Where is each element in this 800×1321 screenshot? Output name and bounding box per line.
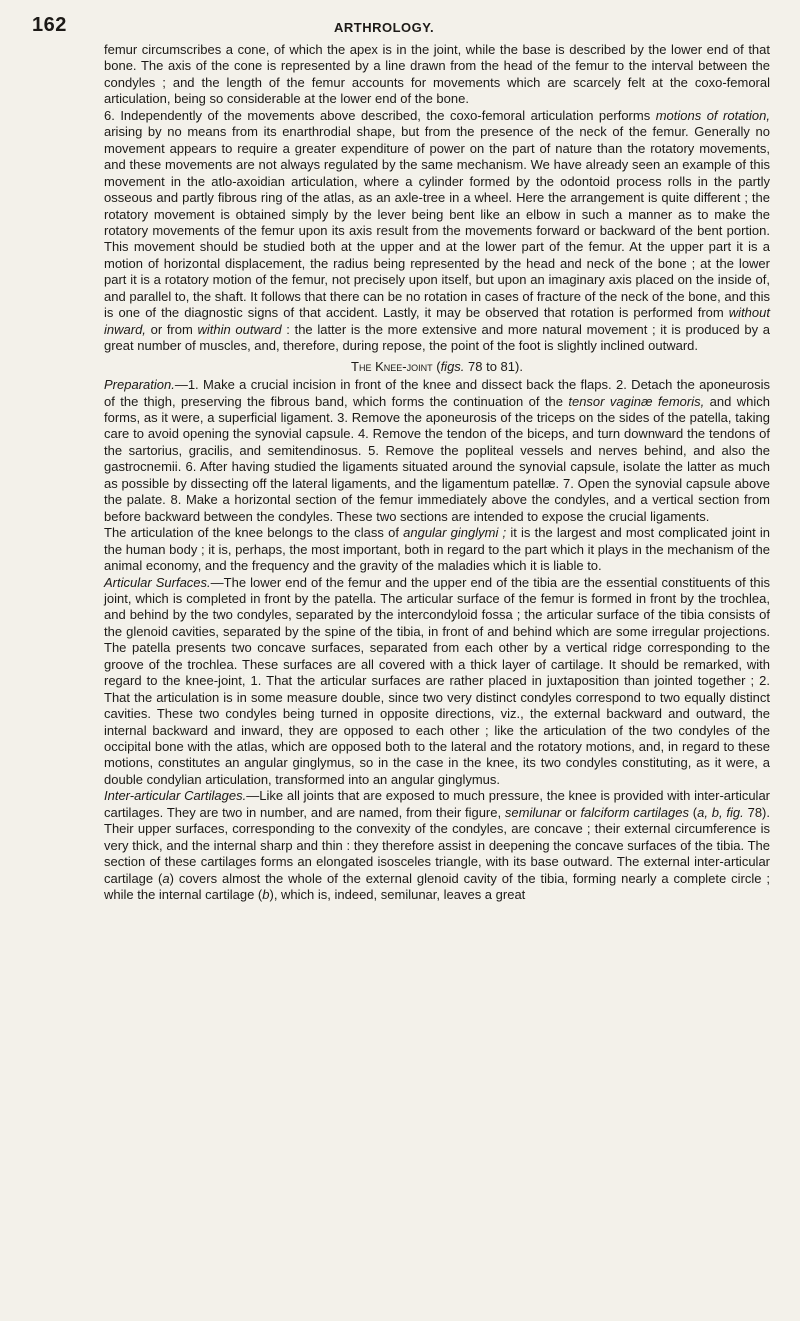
- running-title: ARTHROLOGY.: [334, 20, 435, 35]
- paragraph-articular-surfaces: Articular Surfaces.—The lower end of the femur and the upper end of the tibia are the essential constituents of this joint, which is completed in front by the patella. The articular surface of the femur is formed in front by the trochlea, and behind by the two condyles, separated by the intercondyloid fossa ; the articular surface of the tibia consists of the glenoid cavities, separated by the spine of the tibia, in front of and behind which are some irregular projections. The patella presents two concave surfaces, separated from each other by a vertical ridge corresponding to the groove of the trochlea. These surfaces are all covered with a thick layer of cartilage. It should be remarked, with regard to the knee-joint, 1. That the articular surfaces are rather placed in juxtaposition than jointed together ; 2. That the articulation is in some measure double, since two very distinct condyles correspond to two equally distinct cavities. These two condyles being turned in opposite directions, viz., the external backward and outward, the internal backward and inward, they are opposed to each other ; like the articulation of the two condyles of the occipital bone with the atlas, which are opposed both to the lateral and the rotatory motions, and, in regard to these motions, constitutes an angular ginglymus, so in the case in the knee, its two condyles constituting, as it were, a double condylian articulation, transformed into an angular ginglymus.: [104, 574, 771, 787]
- page-number: 162: [32, 14, 67, 36]
- paragraph-femur-cone: femur circumscribes a cone, of which the apex is in the joint, while the base is described by the lower end of that bone. The axis of the cone is represented by a line drawn from the head of the femur to the interval between the condyles ; and the length of the femur accounts for movements which are scarcely felt at the coxo-femoral articulation, being so considerable at the lower end of the bone.: [104, 42, 770, 107]
- running-head: [32, 14, 770, 38]
- paragraph-preparation: Preparation.—1. Make a crucial incision in front of the knee and dissect back the flaps. 2. Detach the aponeurosis of the thigh, preserving the fibrous band, which forms the continuation of the tensor vaginæ femoris, and which forms, as it were, a superficial ligament. 3. Remove the aponeurosis of the triceps on the sides of the patella, taking care to avoid opening the synovial capsule. 4. Remove the tendon of the biceps, and turn downward the tendons of the sartorius, gracilis, and semitendinosus. 5. Remove the popliteal vessels and nerves behind, and also the gastrocnemii. 6. After having studied the ligaments situated around the synovial capsule, isolate the latter as much as possible by dissecting off the lateral ligaments, and the ligamentum patellæ. 7. Open the synovial capsule above the palate. 8. Make a horizontal section of the femur immediately above the condyles, and a vertical section from before backward between the condyles. These two sections are intended to expose the crucial ligaments.: [104, 377, 770, 524]
- paragraph-inter-articular-cartilages: Inter-articular Cartilages.—Like all joints that are exposed to much pressure, the knee is provided with inter-articular cartilages. They are two in number, and are named, from their figure, semilunar or falciform cartilages (a, b, fig. 78). Their upper surfaces, corresponding to the convexity of the condyles, are concave ; their external circumference is very thick, and the internal sharp and thin : they therefore assist in deepening the concave surfaces of the tibia. The section of these cartilages forms an elongated isosceles triangle, with its base outward. The external inter-articular cartilage (a) covers almost the whole of the external glenoid cavity of the tibia, forming nearly a complete circle ; while the internal cartilage (b), which is, indeed, semilunar, leaves a great: [104, 788, 771, 903]
- paragraph-rotation: 6. Independently of the movements above described, the coxo-femoral articulation performs motions of rotation, arising by no means from its enarthrodial shape, but from the presence of the neck of the femur. Generally no movement appears to require a greater expenditure of power on the part of nature than the rotatory movements, and these movements are not always regulated by the same mechanism. We have already seen an example of this movement in the atlo-axoidian articulation, where a cylinder formed by the odontoid process rolls in the partly osseous and partly fibrous ring of the atlas, as an axle-tree in a wheel. Here the arrangement is quite different ; the rotatory movement is obtained simply by the lever being bent like an elbow in such a manner as to make the rotatory movements of the femur upon its axis result from the movements forward or backward of the bent portion. This movement should be studied both at the upper and at the lower part of the femur. At the upper part it is a motion of horizontal displacement, the radius being represented by the head and neck of the bone ; at the lower part it is a rotatory motion of the femur, not precisely upon itself, but upon an imaginary axis placed on the inside of, and parallel to, the shaft. It follows that there can be no rotation in cases of fracture of the neck of the bone, and this is one of the diagnostic signs of that accident. Lastly, it may be observed that rotation is performed from without inward, or from within outward : the latter is the more extensive and more natural movement ; it is produced by a great number of muscles, and, therefore, during repose, the point of the foot is slightly inclined outward.: [104, 107, 771, 354]
- body-text: [104, 42, 770, 904]
- paragraph-knee-articulation: The articulation of the knee belongs to the class of angular ginglymi ; it is the largest and most complicated joint in the human body ; it is, perhaps, the most important, both in regard to the part which it plays in the mechanism of the animal economy, and the frequency and the gravity of the maladies which it is liable to.: [104, 525, 770, 574]
- section-heading-knee-joint: The Knee-joint (figs. 78 to 81).: [351, 358, 523, 374]
